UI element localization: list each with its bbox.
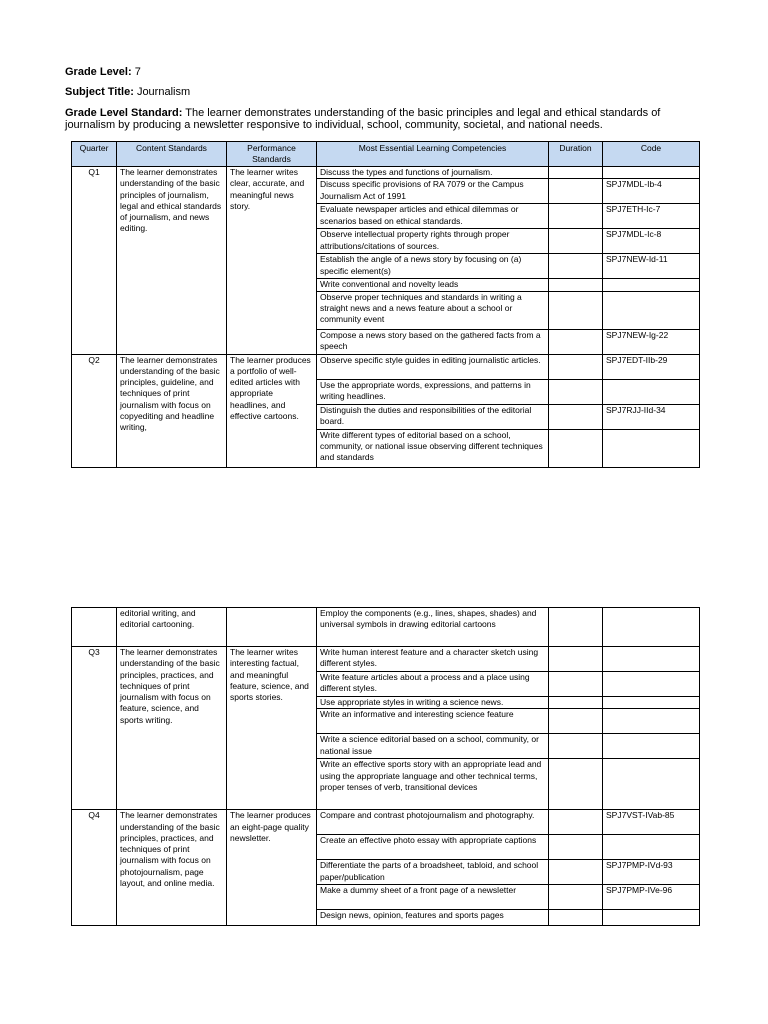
duration-cell	[549, 672, 603, 697]
competency-cell: Write human interest feature and a character sketch using different styles.	[317, 647, 549, 672]
code-cell: SPJ7RJJ-IId-34	[603, 404, 700, 429]
duration-cell	[549, 709, 603, 734]
duration-cell	[549, 860, 603, 885]
code-cell	[603, 672, 700, 697]
code-cell	[603, 379, 700, 404]
curriculum-table-page2	[71, 607, 700, 926]
duration-cell	[549, 291, 603, 329]
competency-cell: Discuss specific provisions of RA 7079 or the Campus Journalism Act of 1991	[317, 179, 549, 204]
competency-cell: Make a dummy sheet of a front page of a newsletter	[317, 885, 549, 910]
competency-cell: Write conventional and novelty leads	[317, 279, 549, 291]
competency-cell: Observe intellectual property rights through proper attributions/citations of sources.	[317, 229, 549, 254]
content-standard-cell: The learner demonstrates understanding of the basic principles, guideline, and techniques of print journalism with focus on copyediting and headline writing,	[117, 354, 227, 467]
competency-cell: Distinguish the duties and responsibilities of the editorial board.	[317, 404, 549, 429]
competency-cell: Use appropriate styles in writing a science news.	[317, 697, 549, 709]
duration-cell	[549, 647, 603, 672]
duration-cell	[549, 734, 603, 759]
col-header-code: Code	[603, 142, 700, 167]
quarter-cell: Q1	[72, 167, 117, 355]
competency-cell: Observe specific style guides in editing journalistic articles.	[317, 354, 549, 379]
content-standard-cell: The learner demonstrates understanding of the basic principles, practices, and techniques of print journalism with focus on feature, science, and sports writing.	[117, 647, 227, 810]
quarter-cell: Q4	[72, 810, 117, 926]
content-standard-cell: editorial writing, and editorial cartooning.	[117, 608, 227, 647]
code-cell: SPJ7PMP-IVd-93	[603, 860, 700, 885]
duration-cell	[549, 329, 603, 354]
quarter-cell: Q2	[72, 354, 117, 467]
table-header-row	[72, 142, 700, 167]
duration-cell	[549, 354, 603, 379]
performance-standard-cell: The learner produces a portfolio of well-edited articles with appropriate headlines, and effective cartoons.	[227, 354, 317, 467]
table-row	[72, 647, 700, 672]
code-cell: SPJ7PMP-IVe-96	[603, 885, 700, 910]
subject-title-line	[65, 86, 190, 98]
grade-level-value: 7	[134, 66, 141, 78]
performance-standard-cell: The learner writes clear, accurate, and meaningful news story.	[227, 167, 317, 355]
grade-level-label: Grade Level:	[65, 66, 132, 78]
duration-cell	[549, 229, 603, 254]
code-cell	[603, 608, 700, 647]
competency-cell: Employ the components (e.g., lines, shapes, shades) and universal symbols in drawing editorial cartoons	[317, 608, 549, 647]
code-cell: SPJ7MDL-Ic-8	[603, 229, 700, 254]
duration-cell	[549, 697, 603, 709]
competency-cell: Write an informative and interesting science feature	[317, 709, 549, 734]
subject-title-value: Journalism	[136, 86, 191, 98]
performance-standard-cell: The learner produces an eight-page quality newsletter.	[227, 810, 317, 926]
col-header-duration: Duration	[549, 142, 603, 167]
code-cell	[603, 429, 700, 467]
competency-cell: Discuss the types and functions of journalism.	[317, 167, 549, 179]
col-header-quarter: Quarter	[72, 142, 117, 167]
grade-level-line	[65, 66, 141, 78]
duration-cell	[549, 279, 603, 291]
code-cell	[603, 647, 700, 672]
code-cell	[603, 835, 700, 860]
content-standard-cell: The learner demonstrates understanding of the basic principles, practices, and techniques of print journalism with focus on photojournalism, page layout, and online media.	[117, 810, 227, 926]
competency-cell: Write an effective sports story with an appropriate lead and using the appropriate language and other technical terms, proper tenses of verb, transitional devices	[317, 759, 549, 810]
duration-cell	[549, 810, 603, 835]
code-cell: SPJ7EDT-IIb-29	[603, 354, 700, 379]
competency-cell: Establish the angle of a news story by focusing on (a) specific element(s)	[317, 254, 549, 279]
duration-cell	[549, 404, 603, 429]
performance-standard-cell: The learner writes interesting factual, and meaningful feature, science, and sports stories.	[227, 647, 317, 810]
col-header-competencies: Most Essential Learning Competencies	[317, 142, 549, 167]
competency-cell: Design news, opinion, features and sports pages	[317, 910, 549, 926]
duration-cell	[549, 608, 603, 647]
code-cell: SPJ7ETH-Ic-7	[603, 204, 700, 229]
competency-cell: Write different types of editorial based on a school, community, or national issue observing different techniques and standards	[317, 429, 549, 467]
grade-level-standard	[65, 107, 675, 131]
competency-cell: Compare and contrast photojournalism and photography.	[317, 810, 549, 835]
duration-cell	[549, 759, 603, 810]
code-cell: SPJ7MDL-Ib-4	[603, 179, 700, 204]
code-cell: SPJ7VST-IVab-85	[603, 810, 700, 835]
competency-cell: Create an effective photo essay with appropriate captions	[317, 835, 549, 860]
code-cell: SPJ7NEW-Ig-22	[603, 329, 700, 354]
duration-cell	[549, 204, 603, 229]
competency-cell: Use the appropriate words, expressions, and patterns in writing headlines.	[317, 379, 549, 404]
code-cell	[603, 167, 700, 179]
subject-title-label: Subject Title:	[65, 86, 134, 98]
duration-cell	[549, 835, 603, 860]
competency-cell: Evaluate newspaper articles and ethical dilemmas or scenarios based on ethical standards.	[317, 204, 549, 229]
code-cell	[603, 759, 700, 810]
performance-standard-cell	[227, 608, 317, 647]
code-cell	[603, 910, 700, 926]
duration-cell	[549, 379, 603, 404]
competency-cell: Differentiate the parts of a broadsheet, tabloid, and school paper/publication	[317, 860, 549, 885]
duration-cell	[549, 910, 603, 926]
code-cell: SPJ7NEW-Id-11	[603, 254, 700, 279]
competency-cell: Write a science editorial based on a school, community, or national issue	[317, 734, 549, 759]
competency-cell: Compose a news story based on the gathered facts from a speech	[317, 329, 549, 354]
duration-cell	[549, 429, 603, 467]
table-row	[72, 354, 700, 379]
duration-cell	[549, 167, 603, 179]
grade-level-standard-text: The learner demonstrates understanding of the basic principles and legal and ethical standards of journalism by producing a newsletter responsive to individual, school, community, societal, and national needs.	[65, 107, 661, 131]
code-cell	[603, 291, 700, 329]
code-cell	[603, 697, 700, 709]
col-header-content-standards: Content Standards	[117, 142, 227, 167]
table-row	[72, 810, 700, 835]
table-row	[72, 167, 700, 179]
code-cell	[603, 279, 700, 291]
quarter-cell: Q3	[72, 647, 117, 810]
quarter-cell	[72, 608, 117, 647]
duration-cell	[549, 254, 603, 279]
content-standard-cell: The learner demonstrates understanding of the basic principles of journalism, legal and ethical standards of journalism, and news editing.	[117, 167, 227, 355]
code-cell	[603, 734, 700, 759]
competency-cell: Write feature articles about a process and a place using different styles.	[317, 672, 549, 697]
col-header-performance-standards: Performance Standards	[227, 142, 317, 167]
code-cell	[603, 709, 700, 734]
grade-level-standard-label: Grade Level Standard:	[65, 107, 183, 119]
duration-cell	[549, 179, 603, 204]
duration-cell	[549, 885, 603, 910]
competency-cell: Observe proper techniques and standards in writing a straight news and a news feature about a school or community event	[317, 291, 549, 329]
curriculum-table-page1	[71, 141, 700, 468]
table-row	[72, 608, 700, 647]
